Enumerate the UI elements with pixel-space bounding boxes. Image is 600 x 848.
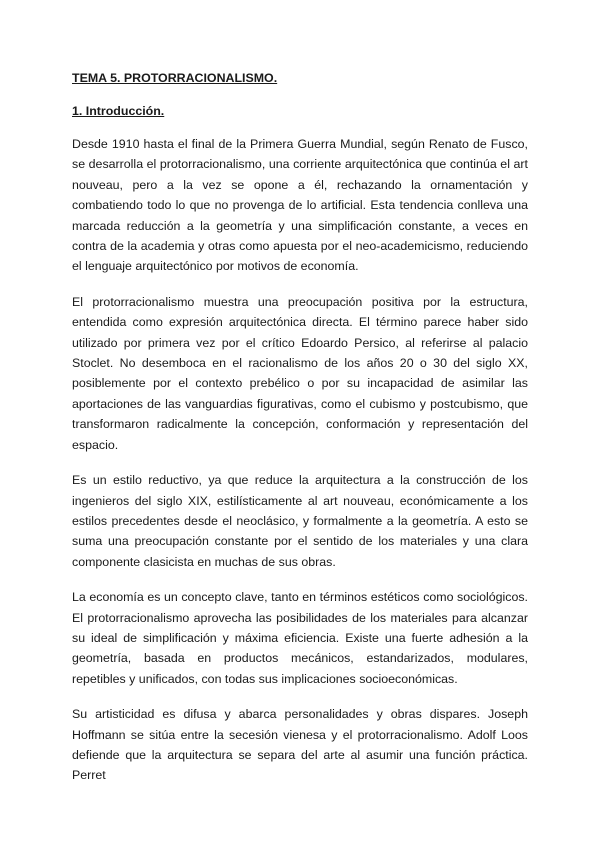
paragraph-3: Es un estilo reductivo, ya que reduce la arquitectura a la construcción de los ingenieros del siglo XIX, estilísticamente al art nouveau, económicamente a los estilos precedentes desde el neoclásico, y formalmente a la geometría. A esto se suma una preocupación constante por el sentido de los materiales y una clara componente clasicista en muchas de sus obras. [72,473,528,569]
paragraph-2: El protorracionalismo muestra una preocupación positiva por la estructura, entendida como expresión arquitectónica directa. El término parece haber sido utilizado por primera vez por el crítico Edoardo Persico, al referirse al palacio Stoclet. No desemboca en el racionalismo de los años 20 o 30 del siglo XX, posiblemente por el contexto prebélico o por su incapacidad de asimilar las aportaciones de las vanguardias figurativas, como el cubismo y postcubismo, que transformaron radicalmente la concepción, conformación y representación del espacio. [72,294,528,452]
paragraph-4: La economía es un concepto clave, tanto en términos estéticos como sociológicos. El protorracionalismo aprovecha las posibilidades de los materiales para alcanzar su ideal de simplificación y máxima eficiencia. Existe una fuerte adhesión a la geometría, basada en productos mecánicos, estandarizados, modulares, repetibles y unificados, con todas sus implicaciones socioeconómicas. [72,590,528,686]
document-title: TEMA 5. PROTORRACIONALISMO. [72,71,278,85]
paragraph-5: Su artisticidad es difusa y abarca personalidades y obras dispares. Joseph Hoffmann se sitúa entre la secesión vienesa y el protorracionalismo. Adolf Loos defiende que la arquitectura se separa del arte al asumir una función práctica. Perret [72,707,528,783]
paragraph-1: Desde 1910 hasta el final de la Primera Guerra Mundial, según Renato de Fusco, se desarrolla el protorracionalismo, una corriente arquitectónica que continúa el art nouveau, pero a la vez se opone a él, rechazando la ornamentación y combatiendo todo lo que no provenga de lo artificial. Esta tendencia conlleva una marcada reducción a la geometría y una simplificación constante, a veces en contra de la academia y otras como apuesta por el neo-academicismo, reduciendo el lenguaje arquitectónico por motivos de economía. [72,137,528,274]
document-page [72,68,528,801]
section-heading: 1. Introducción. [72,104,165,118]
